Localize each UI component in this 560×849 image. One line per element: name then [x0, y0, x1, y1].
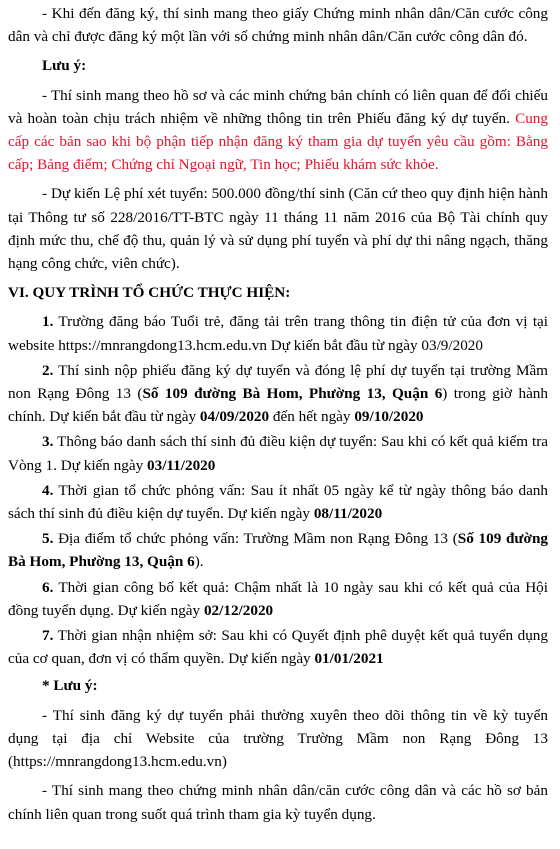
item-date: 01/01/2021 [314, 650, 384, 668]
item-date: 09/10/2020 [354, 408, 424, 426]
intro-paragraph: - Khi đến đăng ký, thí sinh mang theo giấy Chứng minh nhân dân/Căn cước công dân và chỉ được đăng ký một lần với số chứng minh nhân dân/Căn cước công dân đó. [8, 5, 548, 46]
item-date: 02/12/2020 [203, 601, 274, 619]
item-text: đến hết ngày [269, 408, 355, 426]
item-text: Thời gian tổ chức phỏng vấn: Sau ít nhất 05 ngày kể từ ngày thông báo danh sách thí sinh đủ điều kiện dự tuyển. Dự kiến ngày [8, 481, 548, 523]
note-paragraph [8, 84, 548, 177]
procedure-item-5 [8, 527, 548, 573]
item-text: ). [194, 553, 204, 571]
procedure-item-1 [8, 310, 548, 356]
item-text: Địa điểm tổ chức phỏng vấn: Trường Mầm non Rạng Đông 13 ( [53, 530, 458, 548]
item-number: 3. [42, 433, 54, 451]
note2-paragraph-2: - Thí sinh mang theo chứng minh nhân dân/căn cước công dân và các hồ sơ bản chính liên quan trong suốt quá trình tham gia kỳ tuyển dụng. [8, 782, 548, 823]
item-date: 04/09/2020 [199, 408, 270, 426]
item-text: Thông báo danh sách thí sinh đủ điều kiện dự tuyển: Sau khi có kết quả kiểm tra Vòng 1. Dự kiến ngày [8, 433, 548, 474]
item-text: Trường đăng báo Tuổi trẻ, đăng tải trên trang thông tin điện tử của đơn vị tại website https://mnrangdong13.hcm.edu.vn Dự kiến bắt đầu từ ngày 03/9/2020 [8, 313, 548, 354]
procedure-item-2 [8, 359, 548, 429]
item-number: 1. [42, 313, 54, 331]
item-date: 03/11/2020 [147, 456, 216, 474]
section-heading: VI. QUY TRÌNH TỔ CHỨC THỰC HIỆN: [8, 284, 291, 302]
item-text: Thời gian nhận nhiệm sở: Sau khi có Quyết định phê duyệt kết quả tuyển dụng của cơ quan, đơn vị có thẩm quyền. Dự kiến ngày [8, 627, 548, 668]
item-date: 08/11/2020 [313, 505, 383, 523]
item-number: 5. [42, 530, 54, 548]
procedure-item-7 [8, 624, 548, 670]
item-number: 2. [42, 361, 54, 379]
item-text: Thí sinh nộp phiếu đăng ký dự tuyển và đóng lệ phí dự tuyển tại trường Mầm non Rạng Đông 13 ( [8, 361, 548, 403]
note-black-text: - Thí sinh mang theo hồ sơ và các minh chứng bản chính có liên quan để đối chiếu và hoàn toàn chịu trách nhiệm về những thông tin trên Phiếu đăng ký dự tuyển. [8, 86, 548, 127]
item-address: Số 109 đường Bà Hom, Phường 13, Quận 6 [142, 385, 443, 403]
procedure-item-4 [8, 479, 548, 525]
item-number: 7. [42, 627, 54, 645]
note-red-text: Cung cấp các bản sao khi bộ phận tiếp nhận đăng ký tham gia dự tuyển yêu cầu gồm: Bằng cấp; Bảng điểm; Chứng chỉ Ngoại ngữ, Tin học; Phiếu khám sức khỏe. [8, 109, 548, 174]
item-address: Số 109 đường Bà Hom, Phường 13, Quận 6 [8, 530, 548, 571]
fee-paragraph: - Dự kiến Lệ phí xét tuyển: 500.000 đồng/thí sinh (Căn cứ theo quy định hiện hành tại Thông tư số 228/2016/TT-BTC ngày 11 tháng 11 năm 2016 của Bộ Tài chính quy định mức thu, chế độ thu, quản lý và sử dụng phí tuyển và phí dự thi nâng ngạch, thăng hạng công chức, viên chức). [8, 185, 548, 273]
item-number: 6. [42, 578, 54, 596]
item-text: Thời gian công bố kết quả: Chậm nhất là 10 ngày sau khi có kết quả của Hội đồng tuyển dụng. Dự kiến ngày [8, 578, 548, 619]
note-title: Lưu ý: [42, 57, 87, 75]
note2-paragraph-1: - Thí sinh đăng ký dự tuyển phải thường xuyên theo dõi thông tin về kỳ tuyển dụng tại địa chỉ Website của trường Trường Mầm non Rạng Đông 13 (https://mnrangdong13.hcm.edu.vn) [8, 706, 548, 771]
item-text: ) trong giờ hành chính. Dự kiến bắt đầu từ ngày [8, 385, 548, 426]
note2-title: * Lưu ý: [42, 677, 98, 695]
item-number: 4. [42, 481, 54, 499]
procedure-item-6 [8, 576, 548, 622]
procedure-item-3 [8, 430, 548, 476]
